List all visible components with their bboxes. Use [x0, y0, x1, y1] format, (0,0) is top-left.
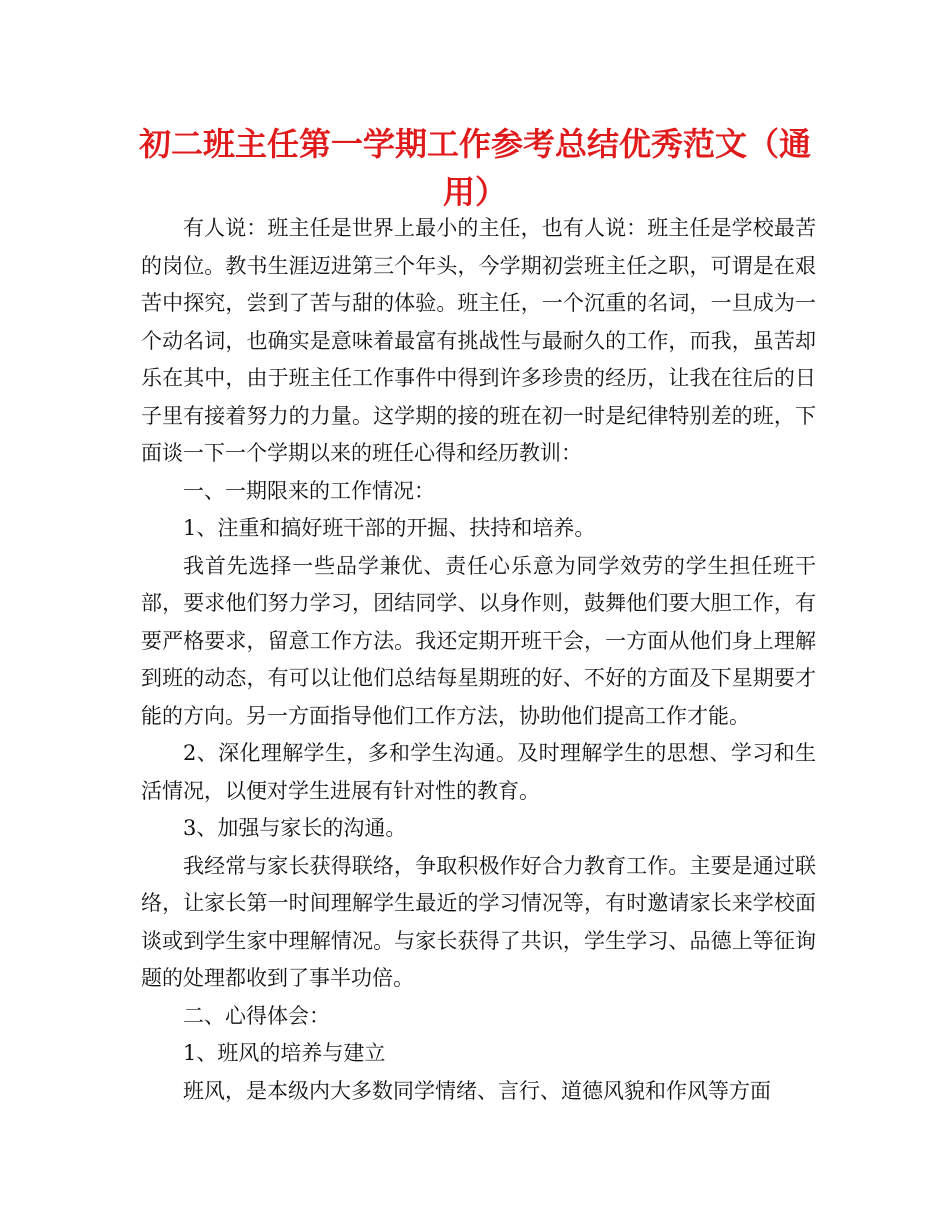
paragraph-class-cadres: 我首先选择一些品学兼优、责任心乐意为同学效劳的学生担任班干部，要求他们努力学习，团结同学、以身作则，鼓舞他们要大胆工作，有要严格要求，留意工作方法。我还定期开班干会，一方面从他们身上理解到班的动态，有可以让他们总结每星期班的好、不好的方面及下星期要才能的方向。另一方面指导他们工作方法，协助他们提高工作才能。	[141, 553, 816, 728]
paragraph-intro: 有人说：班主任是世界上最小的主任，也有人说：班主任是学校最苦的岗位。教书生涯迈进第三个年头，今学期初尝班主任之职，可谓是在艰苦中探究，尝到了苦与甜的体验。班主任，一个沉重的名词，一旦成为一个动名词，也确实是意味着最富有挑战性与最耐久的工作，而我，虽苦却乐在其中，由于班主任工作事件中得到许多珍贵的经历，让我在往后的日子里有接着努力的力量。这学期的接的班在初一时是纪律特别差的班，下面谈一下一个学期以来的班任心得和经历教训：	[141, 216, 816, 465]
section-heading-work-status: 一、一期限来的工作情况：	[183, 478, 435, 503]
paragraph-parent-communication: 我经常与家长获得联络，争取积极作好合力教育工作。主要是通过联络，让家长第一时间理解学生最近的学习情况等，有时邀请家长来学校面谈或到学生家中理解情况。与家长获得了共识，学生学习、品德上等征询题的处理都收到了事半功倍。	[141, 853, 816, 990]
subheading-class-spirit: 1、班风的培养与建立	[183, 1041, 386, 1065]
document-title: 初二班主任第一学期工作参考总结优秀范文（通用）	[138, 125, 811, 211]
paragraph-understand-students: 2、深化理解学生，多和学生沟通。及时理解学生的思想、学习和生活情况，以便对学生进展有针对性的教育。	[141, 741, 816, 803]
paragraph-class-spirit: 班风，是本级内大多数同学情绪、言行、道德风貌和作风等方面	[183, 1078, 771, 1103]
subheading-parent-communication: 3、加强与家长的沟通。	[183, 816, 407, 840]
section-heading-experience: 二、心得体会：	[183, 1003, 330, 1028]
subheading-class-cadres: 1、注重和搞好班干部的开掘、扶持和培养。	[183, 516, 596, 540]
document-body	[141, 210, 816, 1110]
